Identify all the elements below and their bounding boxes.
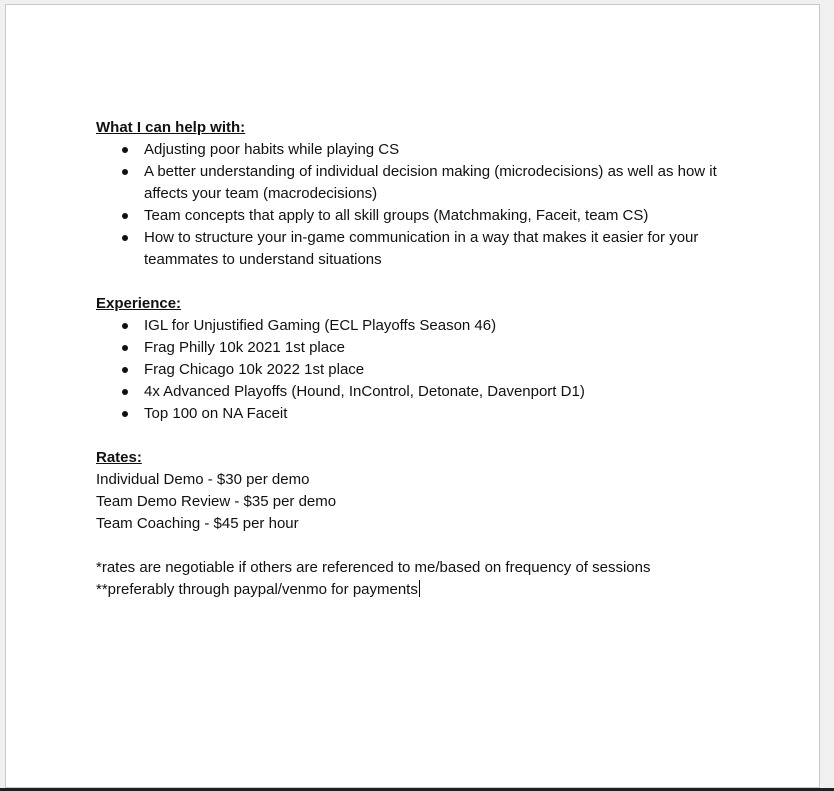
bullet-icon xyxy=(122,169,128,175)
list-item: Team concepts that apply to all skill groups (Matchmaking, Faceit, team CS) xyxy=(96,205,736,227)
list-item: How to structure your in-game communication in a way that makes it easier for your teammates to understand situations xyxy=(96,227,736,271)
spacer xyxy=(96,425,736,447)
bullet-icon xyxy=(122,235,128,241)
bullet-icon xyxy=(122,323,128,329)
bullet-icon xyxy=(122,147,128,153)
list-item: IGL for Unjustified Gaming (ECL Playoffs Season 46) xyxy=(96,315,736,337)
text-cursor xyxy=(419,580,420,597)
experience-heading: Experience: xyxy=(96,295,182,312)
experience-list xyxy=(96,315,736,425)
rates-heading: Rates: xyxy=(96,449,142,466)
document-body[interactable] xyxy=(96,117,736,601)
note-text: **preferably through paypal/venmo for payments xyxy=(96,581,418,598)
list-item: 4x Advanced Playoffs (Hound, InControl, Detonate, Davenport D1) xyxy=(96,381,736,403)
bullet-icon xyxy=(122,389,128,395)
bullet-icon xyxy=(122,367,128,373)
spacer xyxy=(96,535,736,557)
rate-line: Team Coaching - $45 per hour xyxy=(96,515,299,532)
list-item: A better understanding of individual decision making (microdecisions) as well as how it affects your team (macrodecisions) xyxy=(96,161,736,205)
bullet-icon xyxy=(122,411,128,417)
list-item: Adjusting poor habits while playing CS xyxy=(96,139,736,161)
note-line xyxy=(96,579,736,601)
bullet-icon xyxy=(122,213,128,219)
list-item: Frag Chicago 10k 2022 1st place xyxy=(96,359,736,381)
rate-line: Team Demo Review - $35 per demo xyxy=(96,493,337,510)
spacer xyxy=(96,271,736,293)
list-item: Frag Philly 10k 2021 1st place xyxy=(96,337,736,359)
help-heading: What I can help with: xyxy=(96,119,246,136)
rate-line: Individual Demo - $30 per demo xyxy=(96,471,310,488)
note-line: *rates are negotiable if others are referenced to me/based on frequency of sessions xyxy=(96,559,651,576)
bullet-icon xyxy=(122,345,128,351)
list-item: Top 100 on NA Faceit xyxy=(96,403,736,425)
help-list xyxy=(96,139,736,271)
